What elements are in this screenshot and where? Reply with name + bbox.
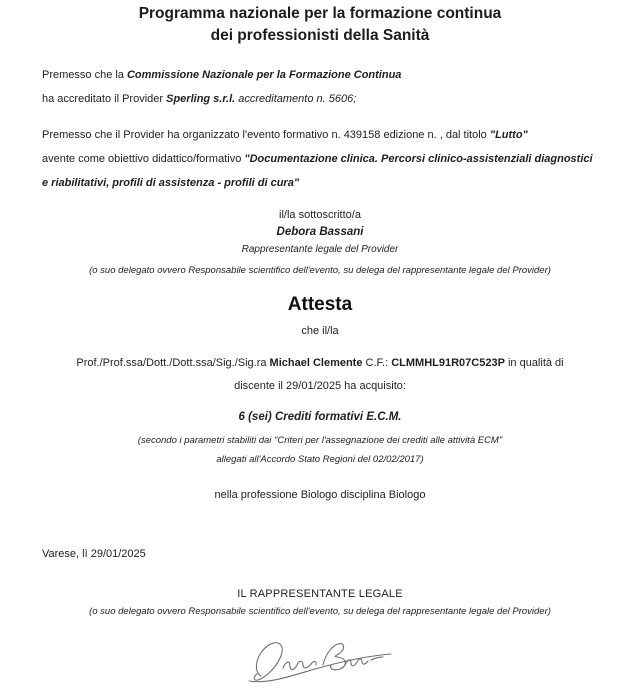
text-segment: C.F.: <box>362 357 392 369</box>
attesta-subheading: che il/la <box>301 325 339 337</box>
signatory-delegation-note: (o suo delegato ovvero Responsabile scientifico dell'evento, su delega del rappresentante legale del Provider) <box>89 606 551 617</box>
attendee-paragraph <box>59 352 581 398</box>
commission-name: Commissione Nazionale per la Formazione Continua <box>126 69 402 81</box>
undersigned-block <box>42 208 598 279</box>
premise-event-paragraph <box>42 123 598 195</box>
credits-note <box>42 431 598 469</box>
attendee-fiscal-code: CLMMHL91R07C523P <box>391 357 505 369</box>
text-segment: Premesso che il Provider ha organizzato l'evento formativo n. 439158 edizione n. , dal titolo <box>42 129 490 141</box>
profession-line: nella professione Biologo disciplina Biologo <box>214 489 426 501</box>
title-line1: Programma nazionale per la formazione continua <box>138 5 502 22</box>
credits-note-line1: (secondo i parametri stabiliti dai "Criteri per l'assegnazione dei crediti alle attività ECM" <box>137 435 503 446</box>
text-segment: Prof./Prof.ssa/Dott./Dott.ssa/Sig./Sig.ra <box>76 357 270 369</box>
handwritten-signature-image <box>245 638 395 686</box>
delegation-note: (o suo delegato ovvero Responsabile scientifico dell'evento, su delega del rappresentante legale del Provider) <box>89 265 551 276</box>
legal-representative-name: Debora Bassani <box>276 226 364 238</box>
text-segment: avente come obiettivo didattico/formativo <box>42 153 245 165</box>
text-segment: in qualità di discente il 29/01/2025 ha acquisito: <box>234 357 564 392</box>
credits-note-line2: allegati all'Accordo Stato Regioni del 02/02/2017) <box>216 454 424 465</box>
page-title <box>42 3 598 47</box>
event-objective: "Documentazione clinica. Percorsi clinico-assistenziali diagnostici e riabilitativi, profili di assistenza - profili di cura" <box>42 153 593 189</box>
provider-name: Sperling s.r.l. <box>166 93 236 105</box>
legal-representative-role: Rappresentante legale del Provider <box>241 244 399 255</box>
undersigned-intro: il/la sottoscritto/a <box>279 209 361 221</box>
attendee-name: Michael Clemente <box>269 357 363 369</box>
event-title: "Lutto" <box>489 129 528 141</box>
attesta-heading: Attesta <box>287 294 353 315</box>
place-and-date: Varese, lì 29/01/2025 <box>42 548 146 560</box>
credits-amount: 6 (sei) Crediti formativi E.C.M. <box>238 411 402 423</box>
title-line2: dei professionisti della Sanità <box>210 27 430 44</box>
premise-accreditation-paragraph <box>42 63 598 111</box>
accreditation-number: accreditamento n. 5606; <box>235 93 357 105</box>
text-segment: ha accreditato il Provider <box>42 93 167 105</box>
text-segment: Premesso che la <box>42 69 127 81</box>
signatory-title: IL RAPPRESENTANTE LEGALE <box>237 588 403 600</box>
signature-area <box>42 638 598 691</box>
